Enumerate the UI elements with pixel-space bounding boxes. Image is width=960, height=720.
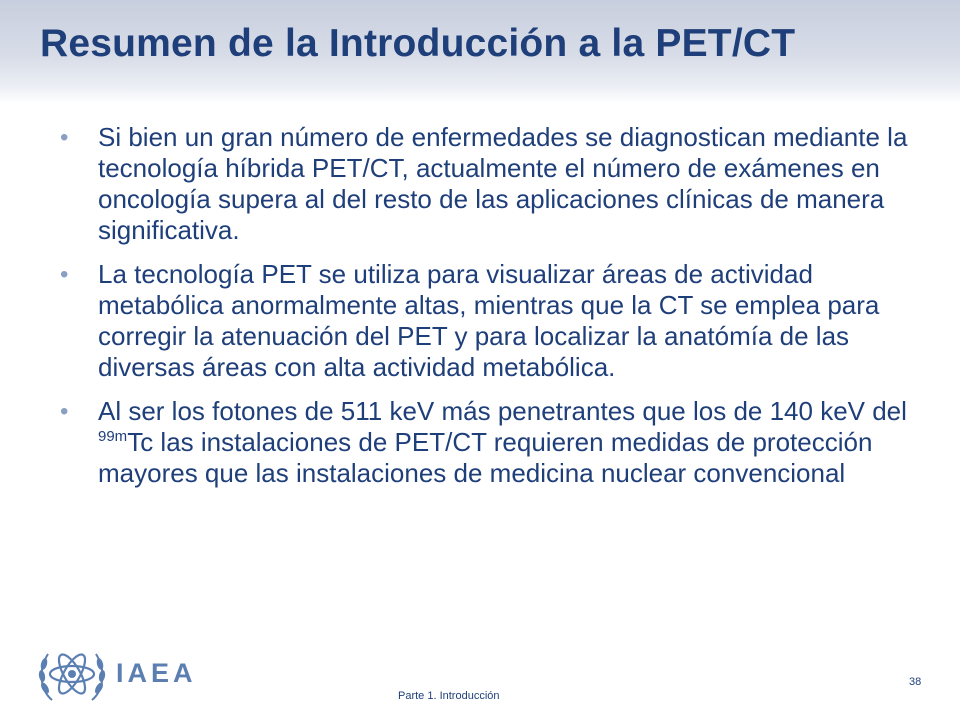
footer-section-label: Parte 1. Introducción	[398, 690, 500, 702]
slide-title: Resumen de la Introducción a la PET/CT	[40, 22, 796, 65]
bullet-text: Si bien un gran número de enfermedades se diagnostican mediante la tecnología híbrida PET/CT, actualmente el número de exámenes en oncología supera al del resto de las aplicaciones clínicas de manera significativa.	[98, 122, 908, 245]
bullet-item	[60, 396, 940, 489]
page-number: 38	[909, 676, 922, 688]
bullet-item	[60, 122, 940, 246]
bullet-text-after: Tc las instalaciones de PET/CT requieren medidas de protección mayores que las instalaciones de medicina nuclear convencional	[98, 427, 873, 488]
bullet-text-before: Al ser los fotones de 511 keV más penetrantes que los de 140 keV del	[98, 396, 907, 426]
bullet-list	[60, 122, 940, 502]
bullet-text: La tecnología PET se utiliza para visualizar áreas de actividad metabólica anormalmente altas, mientras que la CT se emplea para corregir la atenuación del PET y para localizar la anatómía de las diversas áreas con alta actividad metabólica.	[98, 259, 880, 382]
bullet-text	[98, 396, 907, 488]
logo-text: IAEA	[116, 658, 197, 688]
bullet-dot-icon: •	[60, 398, 69, 425]
iaea-logo	[36, 632, 226, 712]
bullet-dot-icon: •	[60, 261, 69, 288]
bullet-dot-icon: •	[60, 124, 69, 151]
iaea-atom-laurel-icon	[36, 640, 108, 708]
bullet-item	[60, 259, 940, 383]
isotope-superscript: 99m	[98, 428, 128, 445]
